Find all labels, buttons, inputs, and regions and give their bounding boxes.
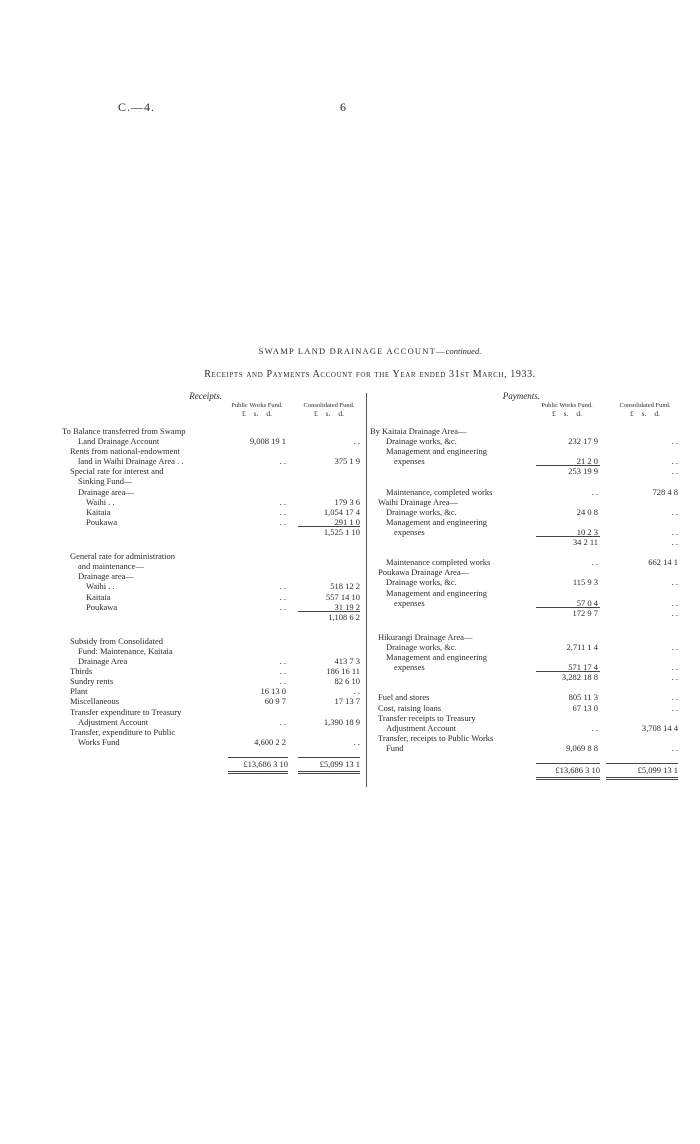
payments-row	[370, 598, 690, 608]
receipts-consolidated-amount: 375 1 9	[334, 456, 360, 467]
payments-public-works-amount: 2,711 1 4	[566, 641, 598, 652]
payments-row	[370, 588, 690, 598]
receipts-row	[62, 592, 362, 602]
receipts-row-label: Drainage Area	[78, 656, 128, 667]
payments-consolidated-amount: . .	[671, 672, 678, 683]
payments-row	[370, 557, 690, 567]
receipts-row	[62, 622, 362, 632]
receipts-row	[62, 456, 362, 466]
receipts-row-label: Adjustment Account	[78, 716, 149, 727]
receipts-row-label: Drainage area—	[78, 571, 134, 582]
account-title-main: SWAMP LAND DRAINAGE ACCOUNT—	[258, 346, 446, 356]
payments-row	[370, 476, 690, 486]
receipts-row	[62, 656, 362, 666]
payments-row	[370, 672, 690, 682]
receipts-row-label: Waihi . .	[86, 496, 115, 507]
receipts-row	[62, 676, 362, 686]
receipts-row-label: Special rate for interest and	[70, 466, 164, 477]
payments-row-label: Management and engineering	[386, 587, 488, 598]
receipts-row-label: Sinking Fund—	[78, 476, 133, 487]
receipts-consolidated-amount: . .	[353, 736, 360, 747]
payments-consolidated-amount: . .	[671, 436, 678, 447]
receipts-row	[62, 426, 362, 436]
receipts-consolidated-amount: 31 19 2	[334, 601, 360, 612]
receipts-total-rule-pw	[228, 757, 288, 758]
receipts-row-label: General rate for administration	[70, 551, 176, 562]
receipts-rows	[62, 426, 362, 747]
receipts-row	[62, 537, 362, 547]
payments-row-label: Maintenance completed works	[386, 557, 491, 568]
receipts-row-label: Poukawa	[86, 601, 118, 612]
receipts-public-works-amount: . .	[279, 591, 286, 602]
payments-public-works-amount: . .	[591, 486, 598, 497]
payments-row	[370, 632, 690, 642]
payments-consolidated-heading	[614, 402, 676, 417]
receipts-row-label: Fund: Maintenance, Kaitaia	[78, 645, 173, 656]
receipts-row-label: Plant	[70, 686, 88, 697]
payments-total-double-rule-cf	[606, 777, 678, 780]
receipts-pw-units: £ s. d.	[242, 409, 272, 418]
payments-public-works-amount: 10 2 3	[576, 526, 598, 537]
payments-consolidated-amount: . .	[671, 742, 678, 753]
payments-public-works-amount: 24 0 8	[576, 506, 598, 517]
receipts-row	[62, 561, 362, 571]
receipts-public-works-amount: . .	[279, 676, 286, 687]
receipts-consolidated-amount: 291 1 0	[334, 516, 360, 527]
payments-total-rule-pw	[536, 763, 600, 764]
receipts-row	[62, 476, 362, 486]
payments-row	[370, 547, 690, 557]
payments-consolidated-amount: . .	[671, 641, 678, 652]
payments-row-label: Management and engineering	[386, 446, 488, 457]
receipts-row	[62, 636, 362, 646]
receipts-row	[62, 666, 362, 676]
payments-total-row	[370, 765, 690, 775]
payments-row	[370, 743, 690, 753]
payments-row-label: Management and engineering	[386, 516, 488, 527]
receipts-consolidated-amount: 1,525 1 10	[323, 526, 360, 537]
payments-public-works-amount: 67 13 0	[572, 702, 598, 713]
payments-public-works-amount: . .	[591, 722, 598, 733]
receipts-row-label: Kaitaia	[86, 591, 111, 602]
payments-row-label: Drainage works, &c.	[386, 506, 457, 517]
payments-row-label: Fuel and stores	[378, 692, 430, 703]
payments-public-works-amount: . .	[591, 557, 598, 568]
column-divider	[366, 393, 367, 787]
receipts-consolidated-amount: 557 14 10	[326, 591, 360, 602]
account-title	[0, 346, 700, 356]
receipts-row	[62, 527, 362, 537]
account-title-continued: continued.	[445, 346, 482, 356]
payments-row-label: Poukawa Drainage Area—	[378, 567, 470, 578]
payments-public-works-heading	[536, 402, 598, 417]
payments-consolidated-amount: 3,708 14 4	[641, 722, 678, 733]
payments-public-works-amount: 9,069 8 8	[566, 742, 598, 753]
receipts-row-label: Sundry rents	[70, 676, 114, 687]
payments-row	[370, 577, 690, 587]
payments-row	[370, 733, 690, 743]
payments-row	[370, 466, 690, 476]
payments-row-label: Drainage works, &c.	[386, 436, 457, 447]
receipts-row-label: Waihi . .	[86, 581, 115, 592]
receipts-consolidated-amount: 1,108 6 2	[328, 611, 360, 622]
receipts-column	[62, 391, 362, 769]
receipts-public-works-amount: . .	[279, 716, 286, 727]
payments-row	[370, 652, 690, 662]
receipts-consolidated-amount: 413 7 3	[334, 656, 360, 667]
payments-cf-units: £ s. d.	[630, 409, 660, 418]
payments-consolidated-amount: . .	[671, 702, 678, 713]
receipts-row	[62, 696, 362, 706]
receipts-row	[62, 571, 362, 581]
payments-public-works-amount: 805 11 3	[568, 692, 598, 703]
receipts-row	[62, 646, 362, 656]
receipts-caption: Receipts.	[189, 391, 222, 401]
receipts-row	[62, 487, 362, 497]
receipts-consolidated-amount: 82 6 10	[334, 676, 360, 687]
receipts-public-works-amount: 4,600 2 2	[254, 736, 286, 747]
payments-row-label: Maintenance, completed works	[386, 486, 493, 497]
payments-consolidated-amount: 728 4 8	[652, 486, 678, 497]
payments-public-works-amount: 172 9 7	[572, 607, 598, 618]
payments-consolidated-amount: . .	[671, 506, 678, 517]
payments-row	[370, 456, 690, 466]
payments-consolidated-amount: . .	[671, 692, 678, 703]
payments-row	[370, 497, 690, 507]
payments-row-label: Hikurangi Drainage Area—	[378, 631, 473, 642]
payments-row-label: Transfer, receipts to Public Works	[378, 732, 494, 743]
receipts-total-double-rule-pw	[228, 771, 288, 774]
receipts-column-headings	[62, 402, 362, 426]
payments-public-works-amount: 571 17 4	[568, 662, 598, 673]
receipts-total-row	[62, 759, 362, 769]
receipts-consolidated-amount: 1,390 18 9	[323, 716, 360, 727]
payments-row-label: expenses	[394, 456, 425, 467]
payments-consolidated-label: Consolidated Fund.	[619, 402, 671, 409]
receipts-public-works-amount: . .	[279, 581, 286, 592]
payments-row-label: expenses	[394, 662, 425, 673]
payments-total-double-rule-pw	[536, 777, 600, 780]
payments-consolidated-amount: . .	[671, 466, 678, 477]
payments-row-label: expenses	[394, 597, 425, 608]
payments-row-label: By Kaitaia Drainage Area—	[370, 426, 467, 436]
receipts-row-label: Thirds	[70, 666, 93, 677]
payments-consolidated-amount: . .	[671, 662, 678, 673]
payments-caption: Payments.	[502, 391, 540, 401]
receipts-row	[62, 581, 362, 591]
payments-row-label: Transfer receipts to Treasury	[378, 712, 476, 723]
receipts-row-label: Transfer expenditure to Treasury	[70, 706, 182, 717]
receipts-consolidated-heading	[299, 402, 359, 417]
payments-row-label: Adjustment Account	[386, 722, 457, 733]
payments-row	[370, 446, 690, 456]
receipts-row	[62, 436, 362, 446]
payments-row-label: Management and engineering	[386, 652, 488, 663]
receipts-consolidated-amount: 518 12 2	[330, 581, 360, 592]
payments-row	[370, 703, 690, 713]
receipts-public-works-amount: . .	[279, 496, 286, 507]
payments-row-label: Cost, raising loans	[378, 702, 442, 713]
payments-row	[370, 662, 690, 672]
receipts-cf-units: £ s. d.	[314, 409, 344, 418]
receipts-consolidated-amount: 179 3 6	[334, 496, 360, 507]
receipts-row	[62, 507, 362, 517]
payments-public-works-amount: 3,282 18 8	[561, 672, 598, 683]
payments-consolidated-amount: . .	[671, 456, 678, 467]
payments-public-works-amount: 34 2 11	[572, 537, 598, 548]
receipts-row	[62, 551, 362, 561]
payments-total-consolidated: £5,099 13 1	[637, 765, 678, 775]
payments-row	[370, 517, 690, 527]
payments-row	[370, 527, 690, 537]
receipts-row	[62, 717, 362, 727]
receipts-row-label: Poukawa	[86, 516, 118, 527]
payments-row	[370, 608, 690, 618]
payments-public-works-amount: 21 2 0	[576, 456, 598, 467]
payments-row	[370, 537, 690, 547]
receipts-row-label: Rents from national-endowment	[70, 446, 181, 457]
receipts-total-consolidated: £5,099 13 1	[319, 758, 360, 769]
payments-consolidated-amount: . .	[671, 537, 678, 548]
receipts-public-works-amount: . .	[279, 656, 286, 667]
receipts-consolidated-amount: 186 16 11	[326, 666, 360, 677]
receipts-consolidated-label: Consolidated Fund.	[303, 402, 355, 409]
receipts-public-works-amount: . .	[279, 456, 286, 467]
account-subtitle: Receipts and Payments Account for the Year ended 31st March, 1933.	[204, 369, 536, 380]
receipts-consolidated-amount: . .	[353, 436, 360, 447]
payments-consolidated-amount: . .	[671, 607, 678, 618]
receipts-public-works-amount: . .	[279, 506, 286, 517]
payments-total-public-works: £13,686 3 10	[555, 765, 600, 775]
receipts-row-label: Subsidy from Consolidated	[70, 635, 164, 646]
receipts-consolidated-amount: 17 13 7	[334, 696, 360, 707]
receipts-row-label: Miscellaneous	[70, 696, 120, 707]
receipts-row	[62, 727, 362, 737]
payments-row	[370, 567, 690, 577]
payments-row	[370, 618, 690, 628]
payments-row-label: Drainage works, &c.	[386, 577, 457, 588]
payments-row	[370, 682, 690, 692]
payments-public-works-amount: 57 0 4	[576, 597, 598, 608]
payments-rows	[370, 426, 690, 753]
payments-row	[370, 436, 690, 446]
payments-row	[370, 487, 690, 497]
receipts-row	[62, 686, 362, 696]
receipts-consolidated-amount: 1,054 17 4	[323, 506, 360, 517]
receipts-row-label: land in Waihi Drainage Area . .	[78, 456, 184, 467]
receipts-public-works-amount: . .	[279, 666, 286, 677]
payments-consolidated-amount: . .	[671, 597, 678, 608]
receipts-row	[62, 466, 362, 476]
payments-row	[370, 642, 690, 652]
payments-row-label: expenses	[394, 526, 425, 537]
receipts-public-works-label: Public Works Fund.	[231, 402, 283, 409]
receipts-row-label: To Balance transferred from Swamp	[62, 426, 186, 436]
receipts-public-works-amount: . .	[279, 516, 286, 527]
receipts-row-label: and maintenance—	[78, 561, 144, 572]
receipts-consolidated-amount: . .	[353, 686, 360, 697]
receipts-row	[62, 737, 362, 747]
receipts-row	[62, 612, 362, 622]
payments-pw-units: £ s. d.	[552, 409, 582, 418]
payments-row	[370, 713, 690, 723]
receipts-public-works-amount: . .	[279, 601, 286, 612]
receipts-total-rule-cf	[298, 757, 360, 758]
receipts-row-label: Works Fund	[78, 736, 120, 747]
receipts-public-works-heading	[227, 402, 287, 417]
payments-row-label: Fund	[386, 742, 404, 753]
payments-row	[370, 507, 690, 517]
receipts-public-works-amount: 60 9 7	[264, 696, 286, 707]
payments-column	[370, 391, 690, 775]
report-reference: C.—4.	[118, 100, 156, 114]
payments-public-works-amount: 115 9 3	[572, 577, 598, 588]
receipts-row-label: Transfer, expenditure to Public	[70, 726, 176, 737]
payments-column-headings	[370, 402, 690, 426]
receipts-public-works-amount: 9,008 19 1	[249, 436, 286, 447]
receipts-row-label: Kaitaia	[86, 506, 111, 517]
payments-row	[370, 692, 690, 702]
receipts-row	[62, 707, 362, 717]
payments-public-works-amount: 232 17 9	[568, 436, 598, 447]
receipts-public-works-amount: 16 13 0	[260, 686, 286, 697]
payments-row-label: Drainage works, &c.	[386, 641, 457, 652]
receipts-total-public-works: £13,686 3 10	[243, 758, 288, 769]
payments-row	[370, 426, 690, 436]
receipts-total-double-rule-cf	[298, 771, 360, 774]
payments-row	[370, 723, 690, 733]
payments-public-works-amount: 253 19 9	[568, 466, 598, 477]
page-number: 6	[340, 100, 346, 114]
payments-consolidated-amount: 662 14 1	[648, 557, 678, 568]
payments-consolidated-amount: . .	[671, 526, 678, 537]
payments-row-label: Waihi Drainage Area—	[378, 496, 459, 507]
receipts-row-label: Land Drainage Account	[78, 436, 160, 447]
payments-public-works-label: Public Works Fund.	[541, 402, 593, 409]
payments-consolidated-amount: . .	[671, 577, 678, 588]
receipts-row-label: Drainage area—	[78, 486, 134, 497]
receipts-row	[62, 497, 362, 507]
payments-total-rule-cf	[606, 763, 678, 764]
receipts-row	[62, 446, 362, 456]
